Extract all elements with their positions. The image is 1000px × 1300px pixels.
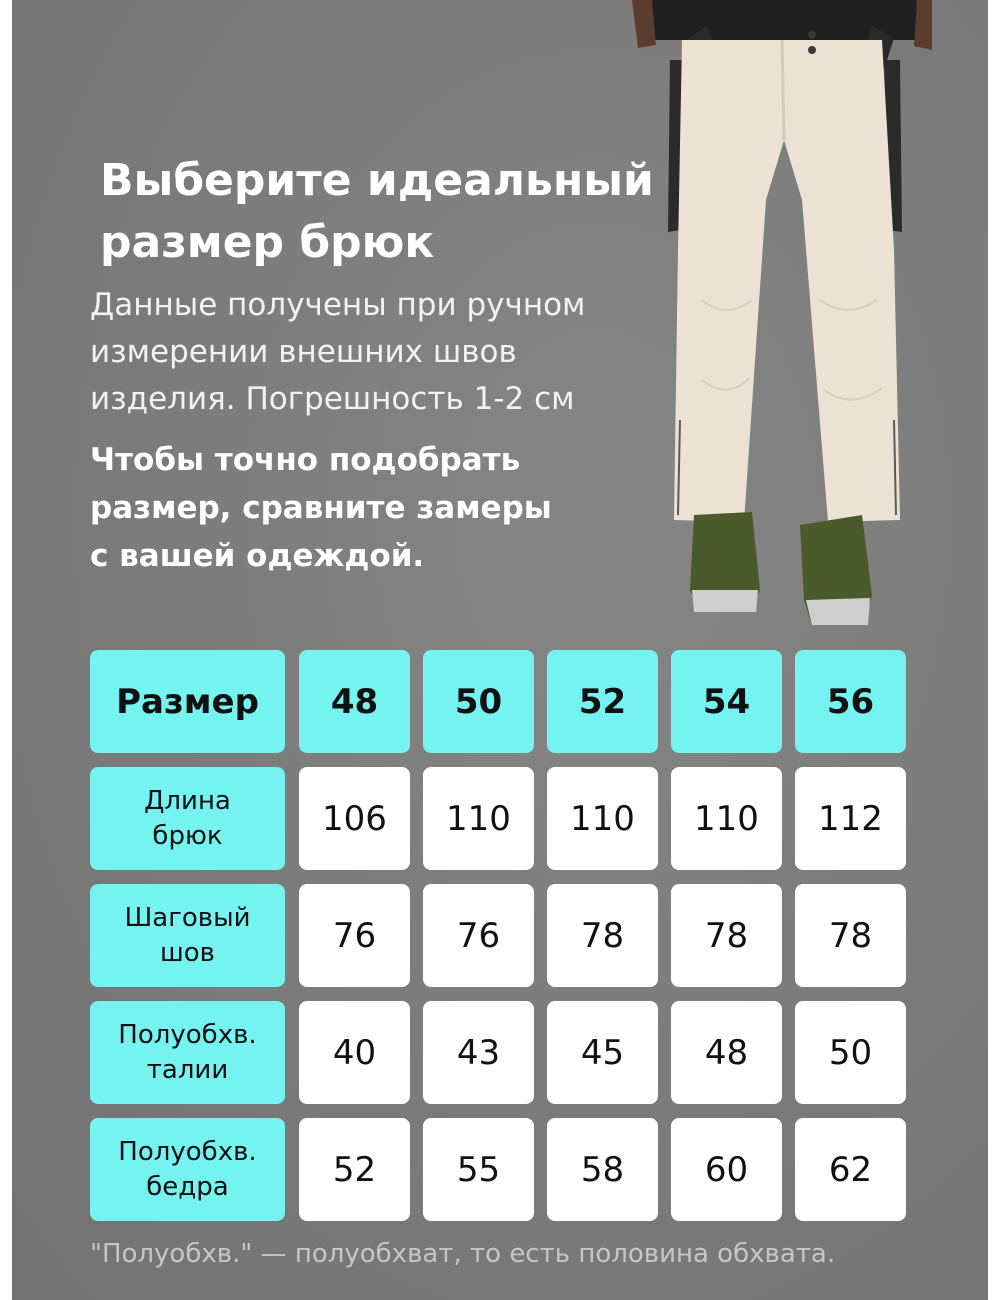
row-label-pants-length — [90, 767, 285, 870]
table-cell: 110 — [547, 767, 658, 870]
advice-line-1: Чтобы точно подобрать — [90, 442, 521, 478]
table-cell: 48 — [671, 1001, 782, 1104]
product-photo — [632, 0, 932, 640]
advice-line-2: размер, сравните замеры — [90, 490, 552, 526]
description-line-3: изделия. Погрешность 1-2 см — [90, 381, 575, 417]
size-header-56: 56 — [795, 650, 906, 753]
row-label-line-2: бедра — [146, 1171, 229, 1202]
table-cell: 76 — [299, 884, 410, 987]
footnote: "Полуобхв." — полуобхват, то есть половина обхвата. — [90, 1239, 836, 1269]
table-cell: 43 — [423, 1001, 534, 1104]
description-line-1: Данные получены при ручном — [90, 287, 586, 323]
table-cell: 62 — [795, 1118, 906, 1221]
size-advice — [90, 436, 650, 580]
row-label-line-1: Шаговый — [124, 902, 251, 933]
table-cell: 55 — [423, 1118, 534, 1221]
table-cell: 110 — [423, 767, 534, 870]
row-label-inseam — [90, 884, 285, 987]
table-cell: 106 — [299, 767, 410, 870]
table-cell: 60 — [671, 1118, 782, 1221]
size-header-48: 48 — [299, 650, 410, 753]
table-cell: 76 — [423, 884, 534, 987]
size-header-50: 50 — [423, 650, 534, 753]
table-cell: 40 — [299, 1001, 410, 1104]
table-cell: 112 — [795, 767, 906, 870]
size-header-label: Размер — [90, 650, 285, 753]
measurement-description — [90, 282, 650, 423]
row-label-line-2: брюк — [152, 820, 223, 851]
product-card — [12, 0, 988, 1300]
heading-line-2: размер брюк — [100, 217, 435, 268]
table-cell: 50 — [795, 1001, 906, 1104]
row-label-line-1: Длина — [144, 785, 231, 816]
size-header-54: 54 — [671, 650, 782, 753]
heading-line-1: Выберите идеальный — [100, 155, 654, 206]
table-cell: 78 — [795, 884, 906, 987]
description-line-2: измерении внешних швов — [90, 334, 517, 370]
row-label-half-hips — [90, 1118, 285, 1221]
row-label-half-waist — [90, 1001, 285, 1104]
row-label-line-1: Полуобхв. — [118, 1136, 257, 1167]
table-cell: 78 — [547, 884, 658, 987]
table-cell: 58 — [547, 1118, 658, 1221]
table-cell: 78 — [671, 884, 782, 987]
row-label-line-1: Полуобхв. — [118, 1019, 257, 1050]
size-header-52: 52 — [547, 650, 658, 753]
advice-line-3: с вашей одеждой. — [90, 538, 425, 574]
page-heading — [100, 150, 660, 274]
table-cell: 110 — [671, 767, 782, 870]
table-cell: 45 — [547, 1001, 658, 1104]
table-cell: 52 — [299, 1118, 410, 1221]
row-label-line-2: шов — [159, 937, 216, 968]
row-label-line-2: талии — [146, 1054, 229, 1085]
